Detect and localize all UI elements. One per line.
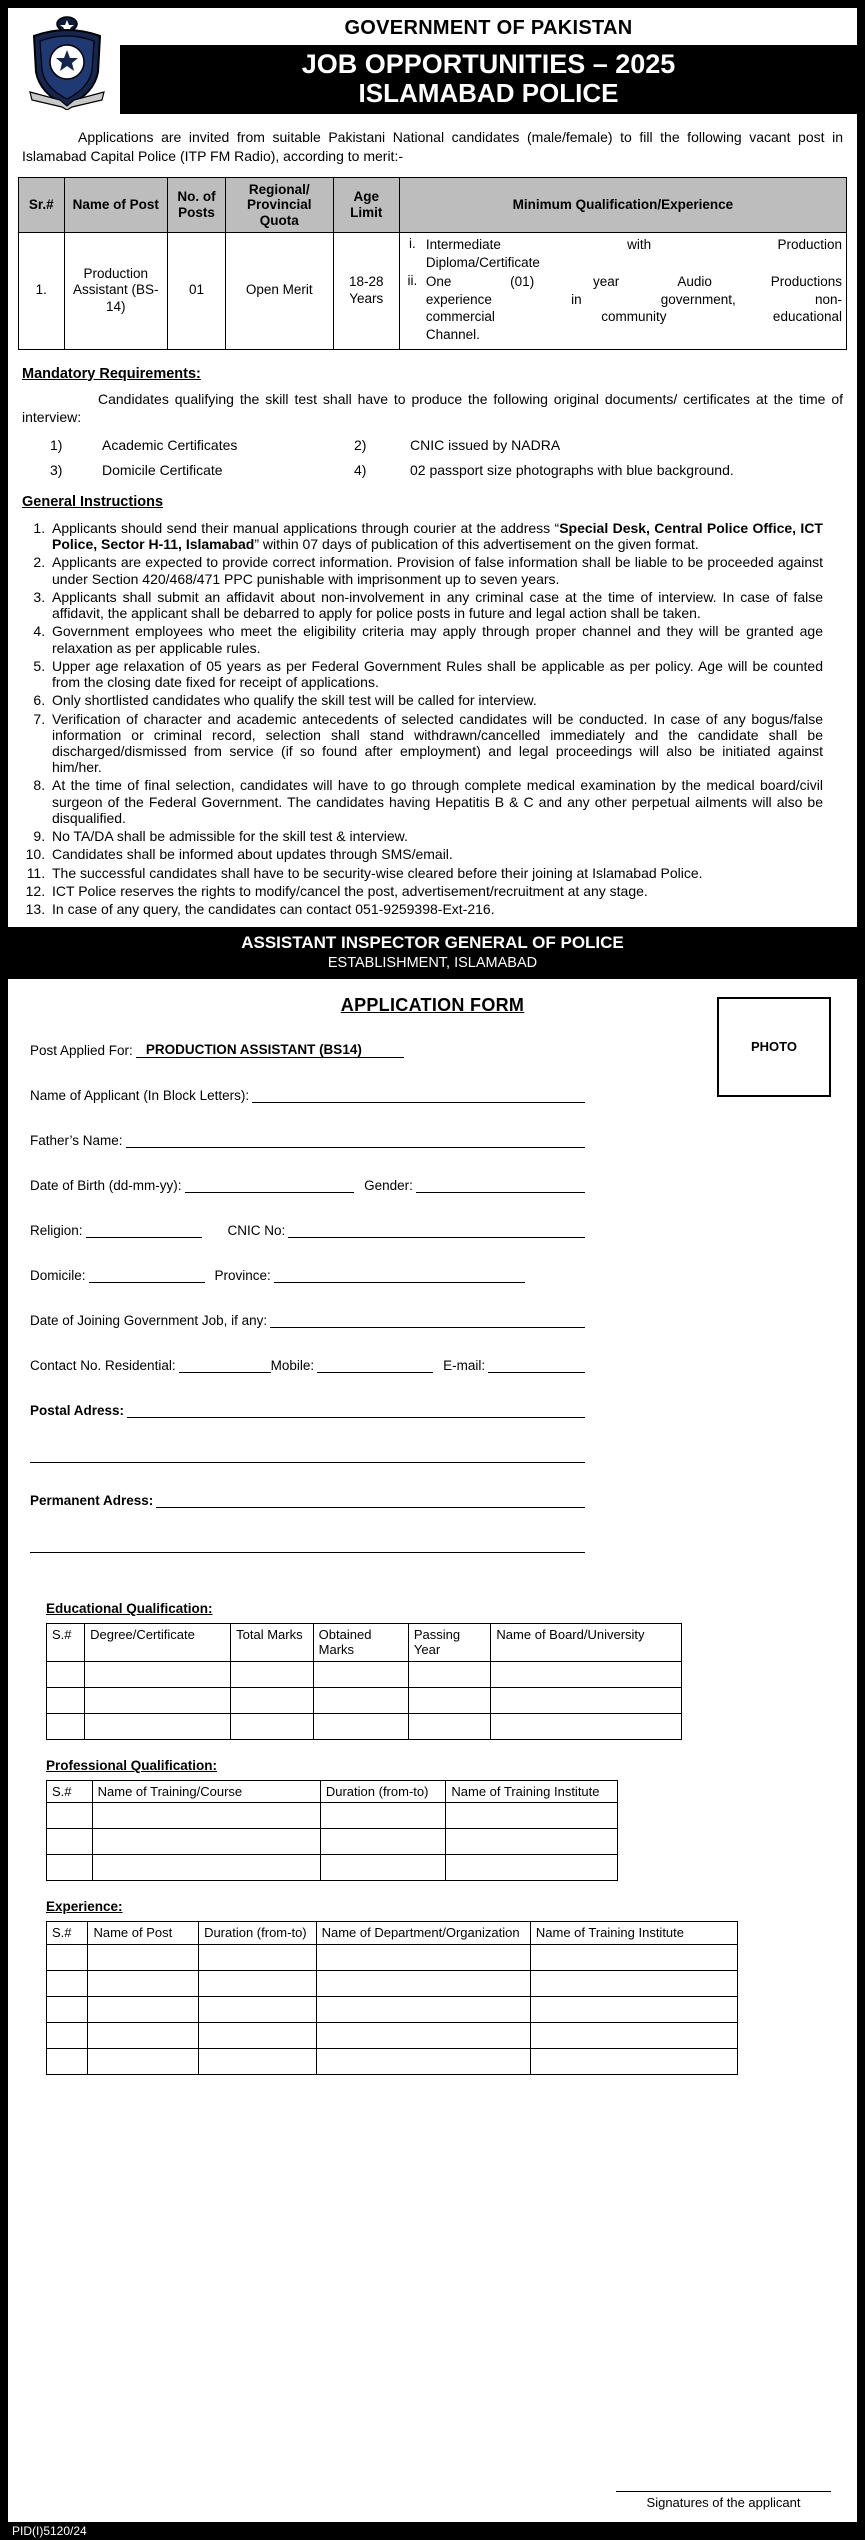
vacancy-header-row xyxy=(19,177,847,233)
field-joining-date xyxy=(30,1313,585,1328)
instruction-item: 11. The successful candidates shall have to be security-wise cleared before their joining at Islamabad Police. xyxy=(49,865,823,881)
signature-block xyxy=(616,2491,831,2510)
experience-empty-row xyxy=(47,2049,738,2075)
education-empty-row xyxy=(47,1661,682,1687)
application-form xyxy=(8,979,857,2522)
post-applied-value: PRODUCTION ASSISTANT (BS14) xyxy=(136,1042,404,1058)
instructions-heading: General Instructions xyxy=(22,493,164,510)
exp-col-post: Name of Post xyxy=(88,1922,199,1945)
field-contact xyxy=(30,1358,585,1373)
officer-subtitle: ESTABLISHMENT, ISLAMABAD xyxy=(327,954,538,971)
postal-address-line xyxy=(127,1403,585,1418)
qual-i-line: Diploma/Certificate xyxy=(425,254,540,270)
doc-num: 2) xyxy=(354,436,367,453)
experience-empty-row xyxy=(47,1945,738,1971)
doc-label: Academic Certificates xyxy=(102,436,238,453)
experience-heading: Experience: xyxy=(46,1899,123,1915)
experience-empty-row xyxy=(47,2023,738,2049)
professional-heading: Professional Qualification: xyxy=(46,1757,218,1773)
dob-label: Date of Birth (dd-mm-yy): xyxy=(30,1177,182,1193)
form-fields xyxy=(30,1042,585,1583)
domicile-label: Domicile: xyxy=(30,1267,86,1283)
permanent-address-line-2 xyxy=(30,1538,585,1553)
postal-address-line-2 xyxy=(30,1448,585,1463)
mobile-label: Mobile: xyxy=(270,1357,315,1373)
professional-empty-row xyxy=(47,1803,618,1829)
edu-col-year: Passing Year xyxy=(408,1623,491,1661)
prof-col-duration: Duration (from-to) xyxy=(320,1780,446,1803)
field-dob-gender xyxy=(30,1178,585,1193)
document-content xyxy=(8,8,857,2522)
exp-col-sr: S.# xyxy=(47,1922,88,1945)
col-age: Age Limit xyxy=(333,177,399,233)
permanent-address-label: Permanent Adress: xyxy=(30,1492,154,1508)
instruction-item: 10. Candidates shall be informed about updates through SMS/email. xyxy=(49,846,823,862)
qual-ii-line: Channel. xyxy=(425,327,480,342)
experience-empty-row xyxy=(47,1997,738,2023)
cell-post: Production Assistant (BS-14) xyxy=(64,233,168,349)
religion-label: Religion: xyxy=(30,1222,83,1238)
professional-empty-row xyxy=(47,1829,618,1855)
education-heading: Educational Qualification: xyxy=(46,1600,213,1616)
joining-line xyxy=(270,1313,585,1328)
contact-label: Contact No. Residential: xyxy=(30,1357,176,1373)
cell-quota: Open Merit xyxy=(225,233,333,349)
banner-line-2: ISLAMABAD POLICE xyxy=(358,78,619,109)
vacancy-row xyxy=(19,233,847,349)
instruction-text: ” within 07 days of publication of this advertisement on the given format. xyxy=(254,536,699,553)
cell-age: 18-28 Years xyxy=(333,233,399,349)
exp-col-department: Name of Department/Organization xyxy=(316,1922,530,1945)
email-label: E-mail: xyxy=(443,1357,486,1373)
applicant-name-line xyxy=(252,1088,585,1103)
doc-label: CNIC issued by NADRA xyxy=(410,436,561,453)
education-section xyxy=(30,1597,835,1740)
professional-empty-row xyxy=(47,1855,618,1881)
photo-box xyxy=(717,997,831,1097)
professional-table xyxy=(46,1780,618,1882)
instruction-text-bold: Special Desk, Central Police Office, ICT Police, Sector H-11, Islamabad xyxy=(52,519,823,553)
field-applicant-name xyxy=(30,1088,585,1103)
joining-label: Date of Joining Government Job, if any: xyxy=(30,1312,268,1328)
qual-ii-line: experience in government, non- xyxy=(425,291,842,307)
instruction-item: 9. No TA/DA shall be admissible for the skill test & interview. xyxy=(49,828,823,844)
qual-ii-line: commercial community educational xyxy=(425,309,842,325)
field-religion-cnic xyxy=(30,1223,585,1238)
applicant-name-label: Name of Applicant (In Block Letters): xyxy=(30,1087,250,1103)
col-sr: Sr.# xyxy=(19,177,65,233)
qual-ii-line: One (01) year Audio Productions xyxy=(425,274,842,290)
edu-col-board: Name of Board/University xyxy=(491,1623,682,1661)
instruction-item: 12. ICT Police reserves the rights to modify/cancel the post, advertisement/recruitment at any stage. xyxy=(49,883,823,899)
instruction-item: 4. Government employees who meet the eligibility criteria may apply through proper channel and they will be granted age relaxation as per applicable rules. xyxy=(49,623,823,655)
cnic-line xyxy=(288,1223,585,1238)
header xyxy=(8,8,857,118)
instruction-item: 5. Upper age relaxation of 05 years as per Federal Government Rules shall be applicable as per policy. Age will be counted from the closing date fixed for receipt of applications. xyxy=(49,658,823,690)
postal-address-label: Postal Adress: xyxy=(30,1402,125,1418)
education-header-row xyxy=(47,1623,682,1661)
instruction-item: 13. In case of any query, the candidates can contact 051-9259398-Ext-216. xyxy=(49,901,823,917)
professional-header-row xyxy=(47,1780,618,1803)
father-name-line xyxy=(126,1133,586,1148)
prof-col-institute: Name of Training Institute xyxy=(446,1780,617,1803)
instruction-item xyxy=(49,520,823,552)
post-applied-label: Post Applied For: xyxy=(30,1042,133,1058)
doc-num: 3) xyxy=(50,461,63,478)
education-table xyxy=(46,1623,682,1740)
father-name-label: Father’s Name: xyxy=(30,1132,123,1148)
police-crest-icon xyxy=(20,14,114,110)
email-line xyxy=(488,1358,585,1373)
field-father-name xyxy=(30,1133,585,1148)
province-label: Province: xyxy=(214,1267,271,1283)
prof-col-sr: S.# xyxy=(47,1780,93,1803)
permanent-address-continuation xyxy=(30,1538,585,1553)
instruction-item: 8. At the time of final selection, candidates will have to go through complete medical examination by the medical board/civil surgeon of the Federal Government. The candidates having Hepatitis B & C and any other perpetual ailments will also be disqualified. xyxy=(49,777,823,826)
documents-list xyxy=(50,437,843,478)
doc-label: 02 passport size photographs with blue background. xyxy=(410,461,734,478)
cnic-label: CNIC No: xyxy=(227,1222,286,1238)
prof-col-course: Name of Training/Course xyxy=(92,1780,320,1803)
header-right xyxy=(120,17,857,114)
experience-empty-row xyxy=(47,1971,738,1997)
qualification-item-ii xyxy=(404,273,842,343)
doc-label: Domicile Certificate xyxy=(102,461,223,478)
experience-table xyxy=(46,1921,738,2075)
banner-line-1: JOB OPPORTUNITIES – 2025 xyxy=(301,49,676,79)
instruction-item: 2. Applicants are expected to provide correct information. Provision of false information shall be liable to be proceeded against under Section 420/468/471 PPC punishable with imprisonment up to seven years. xyxy=(49,554,823,586)
title-banner xyxy=(120,45,857,114)
qual-marker-i: i. xyxy=(408,236,416,252)
experience-header-row xyxy=(47,1922,738,1945)
mandatory-heading: Mandatory Requirements: xyxy=(22,365,201,382)
instruction-item: 7. Verification of character and academic antecedents of selected candidates will be conducted. In case of any bogus/false information or criminal record, selection shall stand withdrawn/cancelled immediately and the candidate shall be discharged/dismissed from service (if so found after employment) and legal proceedings will also be initiated against him/her. xyxy=(49,711,823,776)
instructions-list xyxy=(22,520,823,919)
professional-section xyxy=(30,1754,835,1882)
edu-col-degree: Degree/Certificate xyxy=(85,1623,231,1661)
gender-line xyxy=(416,1178,586,1193)
province-line xyxy=(274,1268,526,1283)
cell-sr: 1. xyxy=(19,233,65,349)
photo-label: PHOTO xyxy=(751,1039,797,1055)
domicile-line xyxy=(89,1268,205,1283)
education-empty-row xyxy=(47,1713,682,1739)
education-empty-row xyxy=(47,1687,682,1713)
edu-col-sr: S.# xyxy=(47,1623,85,1661)
exp-col-duration: Duration (from-to) xyxy=(199,1922,317,1945)
dob-line xyxy=(185,1178,355,1193)
pid-number: PID(I)5120/24 xyxy=(12,2524,87,2538)
instruction-item: 6. Only shortlisted candidates who qualify the skill test will be called for interview. xyxy=(49,692,823,708)
signature-label: Signatures of the applicant xyxy=(646,2495,801,2510)
government-title: GOVERNMENT OF PAKISTAN xyxy=(344,17,633,39)
field-permanent-address xyxy=(30,1493,585,1508)
mandatory-paragraph: Candidates qualifying the skill test shall have to produce the following original documents/ certificates at the time of interview: xyxy=(22,390,843,425)
officer-title: ASSISTANT INSPECTOR GENERAL OF POLICE xyxy=(241,933,624,953)
col-qualification: Minimum Qualification/Experience xyxy=(399,177,846,233)
vacancy-table xyxy=(18,177,847,350)
edu-col-obtained: Obtained Marks xyxy=(313,1623,408,1661)
intro-paragraph: Applications are invited from suitable Pakistani National candidates (male/female) to fill the following vacant post in Islamabad Capital Police (ITP FM Radio), according to merit:- xyxy=(22,129,843,164)
mobile-line xyxy=(317,1358,433,1373)
experience-section xyxy=(30,1895,835,2075)
religion-line xyxy=(86,1223,202,1238)
field-postal-address xyxy=(30,1403,585,1418)
field-domicile-province xyxy=(30,1268,585,1283)
edu-col-total: Total Marks xyxy=(231,1623,314,1661)
instruction-item: 3. Applicants shall submit an affidavit about non-involvement in any criminal case at the time of interview. In case of false affidavit, the applicant shall be debarred to apply for police posts in future and legal action shall be taken. xyxy=(49,589,823,621)
qual-i-line: Intermediate with Production xyxy=(425,237,842,253)
cell-count: 01 xyxy=(168,233,226,349)
col-quota: Regional/ Provincial Quota xyxy=(225,177,333,233)
officer-banner xyxy=(8,927,857,978)
permanent-address-line xyxy=(156,1493,585,1508)
qualification-item-i xyxy=(404,236,842,271)
col-count: No. of Posts xyxy=(168,177,226,233)
qual-marker-ii: ii. xyxy=(407,273,418,289)
postal-address-continuation xyxy=(30,1448,585,1463)
doc-num: 4) xyxy=(354,461,367,478)
field-post-applied xyxy=(30,1042,585,1058)
residential-line xyxy=(179,1358,271,1373)
gender-label: Gender: xyxy=(364,1177,413,1193)
doc-num: 1) xyxy=(50,436,63,453)
cell-qualification xyxy=(399,233,846,349)
instruction-text: Applicants should send their manual applications through courier at the address “ xyxy=(52,519,560,536)
exp-col-institute: Name of Training Institute xyxy=(530,1922,737,1945)
form-title: APPLICATION FORM xyxy=(340,994,525,1015)
col-post: Name of Post xyxy=(64,177,168,233)
